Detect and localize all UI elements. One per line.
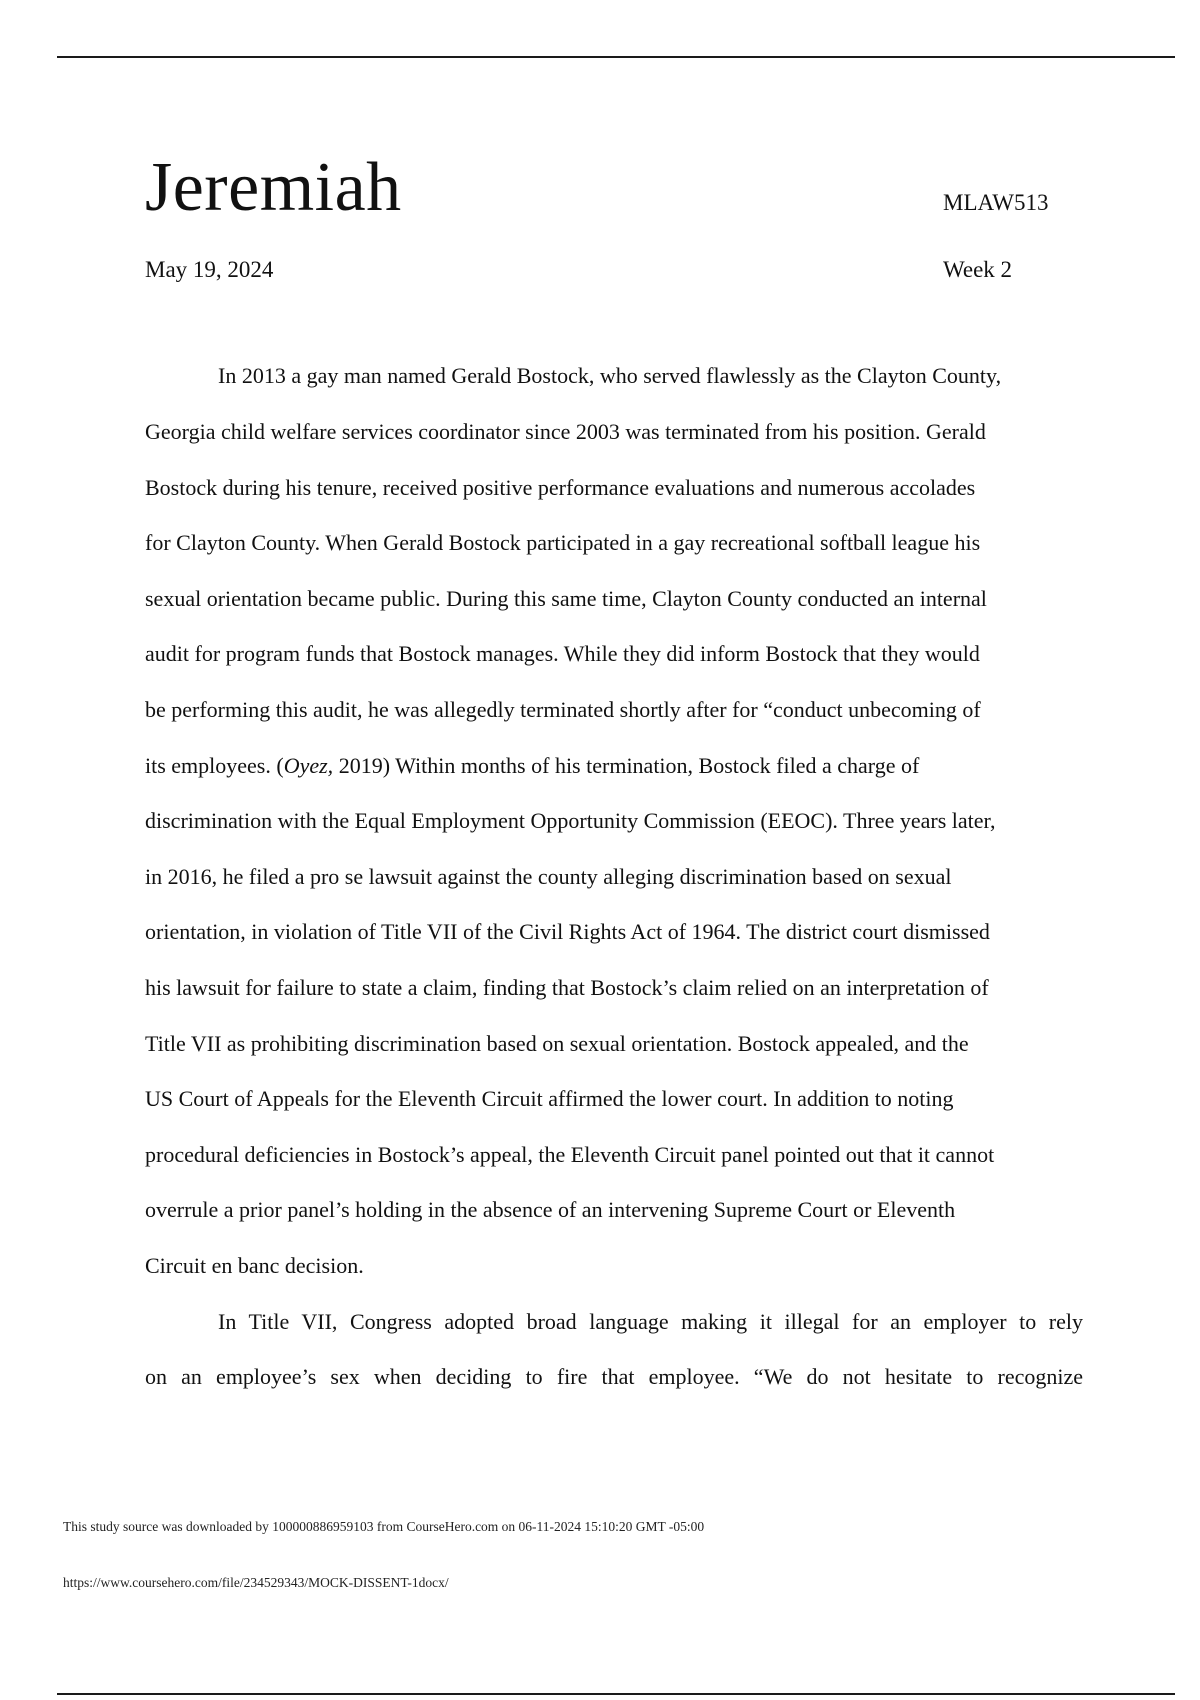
document-date: May 19, 2024	[145, 257, 274, 282]
author-name: Jeremiah	[145, 149, 402, 226]
line-segment: its employees. (	[145, 753, 284, 778]
paragraph-line: In Title VII, Congress adopted broad language making it illegal for an employer to rely	[218, 1309, 1083, 1334]
paragraph-line: US Court of Appeals for the Eleventh Circuit affirmed the lower court. In addition to noting	[145, 1086, 954, 1111]
paragraph-line: sexual orientation became public. During this same time, Clayton County conducted an internal	[145, 586, 987, 611]
paragraph-line: for Clayton County. When Gerald Bostock participated in a gay recreational softball league his	[145, 530, 981, 555]
paragraph-line: on an employee’s sex when deciding to fire that employee. “We do not hesitate to recognize	[145, 1364, 1083, 1389]
top-rule	[57, 56, 1175, 58]
paragraph-line: discrimination with the Equal Employment Opportunity Commission (EEOC). Three years later,	[145, 808, 996, 833]
paragraph-line: Title VII as prohibiting discrimination based on sexual orientation. Bostock appealed, and the	[145, 1031, 969, 1056]
paragraph-line: Bostock during his tenure, received positive performance evaluations and numerous accolades	[145, 475, 976, 500]
line-segment: 2019) Within months of his termination, Bostock filed a charge of	[333, 753, 920, 778]
paragraph-line: his lawsuit for failure to state a claim, finding that Bostock’s claim relied on an interpretation of	[145, 975, 989, 1000]
paragraph-line	[145, 752, 919, 780]
source-url: https://www.coursehero.com/file/234529343/MOCK-DISSENT-1docx/	[63, 1575, 449, 1590]
paragraph-line: be performing this audit, he was allegedly terminated shortly after for “conduct unbecoming of	[145, 697, 981, 722]
download-notice: This study source was downloaded by 100000886959103 from CourseHero.com on 06-11-2024 15:10:20 GMT -05:00	[63, 1519, 705, 1534]
citation-source: Oyez,	[283, 753, 334, 778]
week-label: Week 2	[943, 257, 1013, 282]
paragraph-line: In 2013 a gay man named Gerald Bostock, who served flawlessly as the Clayton County,	[218, 363, 1002, 388]
paragraph-line: in 2016, he filed a pro se lawsuit against the county alleging discrimination based on sexual	[145, 864, 952, 889]
paragraph-line: audit for program funds that Bostock manages. While they did inform Bostock that they would	[145, 641, 980, 666]
course-code: MLAW513	[943, 190, 1049, 215]
paragraph-line: orientation, in violation of Title VII of the Civil Rights Act of 1964. The district court dismissed	[145, 919, 990, 944]
paragraph-line: Circuit en banc decision.	[145, 1253, 364, 1278]
paragraph-line: Georgia child welfare services coordinator since 2003 was terminated from his position. Gerald	[145, 419, 986, 444]
paragraph-line: overrule a prior panel’s holding in the absence of an intervening Supreme Court or Eleventh	[145, 1197, 956, 1222]
bottom-rule	[57, 1693, 1175, 1695]
paragraph-line: procedural deficiencies in Bostock’s appeal, the Eleventh Circuit panel pointed out that it cannot	[145, 1142, 995, 1167]
